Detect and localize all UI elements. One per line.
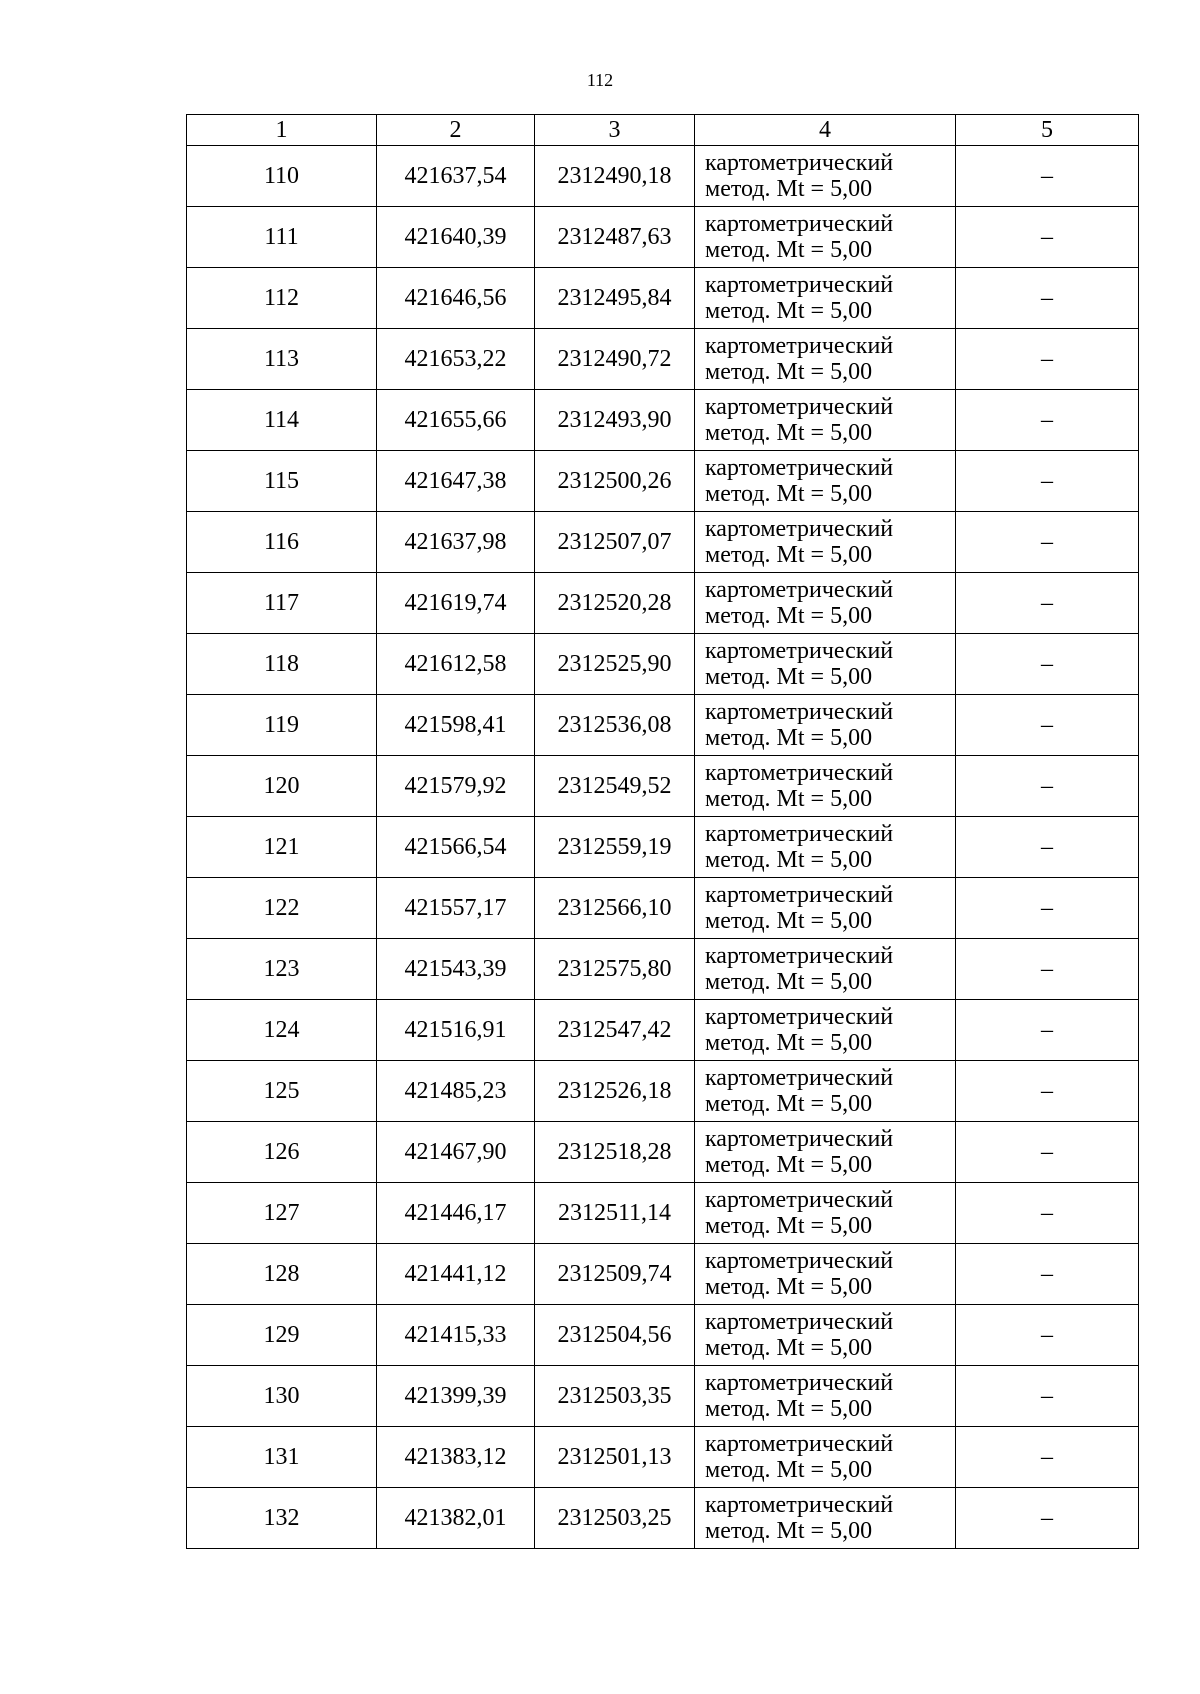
method-name: картометрический — [705, 1065, 894, 1091]
y-coordinate-cell: 2312503,35 — [535, 1366, 695, 1427]
point-number-cell: 112 — [187, 268, 377, 329]
table-row — [187, 451, 1139, 512]
y-coordinate-cell: 2312536,08 — [535, 695, 695, 756]
x-coordinate-cell: 421485,23 — [377, 1061, 535, 1122]
method-name: картометрический — [705, 1248, 894, 1274]
y-coordinate-cell: 2312509,74 — [535, 1244, 695, 1305]
note-cell: – — [956, 817, 1139, 878]
y-coordinate-cell: 2312487,63 — [535, 207, 695, 268]
x-coordinate-cell: 421467,90 — [377, 1122, 535, 1183]
method-accuracy: метод. Mt = 5,00 — [705, 603, 873, 629]
point-number-cell: 126 — [187, 1122, 377, 1183]
point-number-cell: 125 — [187, 1061, 377, 1122]
method-name: картометрический — [705, 272, 894, 298]
note-cell: – — [956, 756, 1139, 817]
method-cell — [695, 1000, 956, 1061]
method-cell — [695, 1305, 956, 1366]
table-row — [187, 573, 1139, 634]
note-cell: – — [956, 512, 1139, 573]
method-name: картометрический — [705, 943, 894, 969]
y-coordinate-cell: 2312495,84 — [535, 268, 695, 329]
method-cell — [695, 878, 956, 939]
y-coordinate-cell: 2312507,07 — [535, 512, 695, 573]
point-number-cell: 120 — [187, 756, 377, 817]
note-cell: – — [956, 939, 1139, 1000]
method-accuracy: метод. Mt = 5,00 — [705, 542, 873, 568]
point-number-cell: 124 — [187, 1000, 377, 1061]
y-coordinate-cell: 2312501,13 — [535, 1427, 695, 1488]
y-coordinate-cell: 2312490,72 — [535, 329, 695, 390]
table-row — [187, 1488, 1139, 1549]
method-accuracy: метод. Mt = 5,00 — [705, 908, 873, 934]
method-cell — [695, 1122, 956, 1183]
method-name: картометрический — [705, 1370, 894, 1396]
x-coordinate-cell: 421382,01 — [377, 1488, 535, 1549]
header-col-5: 5 — [956, 115, 1139, 146]
method-accuracy: метод. Mt = 5,00 — [705, 725, 873, 751]
method-name: картометрический — [705, 699, 894, 725]
note-cell: – — [956, 1244, 1139, 1305]
method-cell — [695, 756, 956, 817]
header-col-1: 1 — [187, 115, 377, 146]
y-coordinate-cell: 2312518,28 — [535, 1122, 695, 1183]
table-row — [187, 878, 1139, 939]
x-coordinate-cell: 421647,38 — [377, 451, 535, 512]
point-number-cell: 127 — [187, 1183, 377, 1244]
method-accuracy: метод. Mt = 5,00 — [705, 1152, 873, 1178]
table-row — [187, 1000, 1139, 1061]
x-coordinate-cell: 421441,12 — [377, 1244, 535, 1305]
x-coordinate-cell: 421543,39 — [377, 939, 535, 1000]
table-row — [187, 1183, 1139, 1244]
y-coordinate-cell: 2312493,90 — [535, 390, 695, 451]
method-name: картометрический — [705, 455, 894, 481]
method-name: картометрический — [705, 1187, 894, 1213]
x-coordinate-cell: 421399,39 — [377, 1366, 535, 1427]
x-coordinate-cell: 421646,56 — [377, 268, 535, 329]
table-row — [187, 695, 1139, 756]
point-number-cell: 130 — [187, 1366, 377, 1427]
method-accuracy: метод. Mt = 5,00 — [705, 176, 873, 202]
note-cell: – — [956, 1488, 1139, 1549]
point-number-cell: 111 — [187, 207, 377, 268]
method-name: картометрический — [705, 333, 894, 359]
table-row — [187, 268, 1139, 329]
y-coordinate-cell: 2312490,18 — [535, 146, 695, 207]
header-col-2: 2 — [377, 115, 535, 146]
table-row — [187, 1061, 1139, 1122]
method-name: картометрический — [705, 394, 894, 420]
y-coordinate-cell: 2312504,56 — [535, 1305, 695, 1366]
method-name: картометрический — [705, 1492, 894, 1518]
x-coordinate-cell: 421655,66 — [377, 390, 535, 451]
table-row — [187, 1427, 1139, 1488]
note-cell: – — [956, 1183, 1139, 1244]
x-coordinate-cell: 421579,92 — [377, 756, 535, 817]
note-cell: – — [956, 146, 1139, 207]
method-cell — [695, 268, 956, 329]
point-number-cell: 123 — [187, 939, 377, 1000]
y-coordinate-cell: 2312526,18 — [535, 1061, 695, 1122]
method-cell — [695, 329, 956, 390]
method-accuracy: метод. Mt = 5,00 — [705, 1518, 873, 1544]
table-row — [187, 817, 1139, 878]
note-cell: – — [956, 1061, 1139, 1122]
method-name: картометрический — [705, 1126, 894, 1152]
method-cell — [695, 695, 956, 756]
method-accuracy: метод. Mt = 5,00 — [705, 237, 873, 263]
method-accuracy: метод. Mt = 5,00 — [705, 359, 873, 385]
method-accuracy: метод. Mt = 5,00 — [705, 1457, 873, 1483]
method-cell — [695, 1488, 956, 1549]
note-cell: – — [956, 451, 1139, 512]
x-coordinate-cell: 421653,22 — [377, 329, 535, 390]
coordinates-table — [186, 114, 1139, 1549]
method-name: картометрический — [705, 1309, 894, 1335]
y-coordinate-cell: 2312520,28 — [535, 573, 695, 634]
method-cell — [695, 390, 956, 451]
x-coordinate-cell: 421557,17 — [377, 878, 535, 939]
method-accuracy: метод. Mt = 5,00 — [705, 298, 873, 324]
method-name: картометрический — [705, 760, 894, 786]
method-cell — [695, 939, 956, 1000]
method-cell — [695, 1427, 956, 1488]
point-number-cell: 132 — [187, 1488, 377, 1549]
y-coordinate-cell: 2312566,10 — [535, 878, 695, 939]
x-coordinate-cell: 421516,91 — [377, 1000, 535, 1061]
method-name: картометрический — [705, 882, 894, 908]
method-accuracy: метод. Mt = 5,00 — [705, 847, 873, 873]
point-number-cell: 113 — [187, 329, 377, 390]
method-accuracy: метод. Mt = 5,00 — [705, 1274, 873, 1300]
x-coordinate-cell: 421383,12 — [377, 1427, 535, 1488]
y-coordinate-cell: 2312559,19 — [535, 817, 695, 878]
table-row — [187, 756, 1139, 817]
point-number-cell: 129 — [187, 1305, 377, 1366]
table-row — [187, 1366, 1139, 1427]
method-cell — [695, 573, 956, 634]
method-name: картометрический — [705, 821, 894, 847]
method-name: картометрический — [705, 577, 894, 603]
table-row — [187, 1244, 1139, 1305]
note-cell: – — [956, 573, 1139, 634]
x-coordinate-cell: 421598,41 — [377, 695, 535, 756]
method-name: картометрический — [705, 211, 894, 237]
x-coordinate-cell: 421446,17 — [377, 1183, 535, 1244]
method-accuracy: метод. Mt = 5,00 — [705, 786, 873, 812]
x-coordinate-cell: 421415,33 — [377, 1305, 535, 1366]
y-coordinate-cell: 2312503,25 — [535, 1488, 695, 1549]
method-cell — [695, 1061, 956, 1122]
method-cell — [695, 451, 956, 512]
point-number-cell: 110 — [187, 146, 377, 207]
note-cell: – — [956, 1000, 1139, 1061]
x-coordinate-cell: 421637,98 — [377, 512, 535, 573]
method-accuracy: метод. Mt = 5,00 — [705, 1335, 873, 1361]
note-cell: – — [956, 207, 1139, 268]
note-cell: – — [956, 1305, 1139, 1366]
method-cell — [695, 146, 956, 207]
point-number-cell: 122 — [187, 878, 377, 939]
method-name: картометрический — [705, 638, 894, 664]
table-row — [187, 329, 1139, 390]
note-cell: – — [956, 390, 1139, 451]
y-coordinate-cell: 2312549,52 — [535, 756, 695, 817]
header-col-3: 3 — [535, 115, 695, 146]
method-name: картометрический — [705, 150, 894, 176]
note-cell: – — [956, 1427, 1139, 1488]
method-name: картометрический — [705, 516, 894, 542]
y-coordinate-cell: 2312547,42 — [535, 1000, 695, 1061]
note-cell: – — [956, 1366, 1139, 1427]
method-accuracy: метод. Mt = 5,00 — [705, 1213, 873, 1239]
point-number-cell: 118 — [187, 634, 377, 695]
table-row — [187, 390, 1139, 451]
x-coordinate-cell: 421640,39 — [377, 207, 535, 268]
table-row — [187, 146, 1139, 207]
header-col-4: 4 — [695, 115, 956, 146]
table-row — [187, 939, 1139, 1000]
point-number-cell: 114 — [187, 390, 377, 451]
method-cell — [695, 634, 956, 695]
method-name: картометрический — [705, 1004, 894, 1030]
table-header — [187, 115, 1139, 146]
method-cell — [695, 512, 956, 573]
table-row — [187, 1122, 1139, 1183]
point-number-cell: 115 — [187, 451, 377, 512]
note-cell: – — [956, 329, 1139, 390]
point-number-cell: 116 — [187, 512, 377, 573]
point-number-cell: 128 — [187, 1244, 377, 1305]
x-coordinate-cell: 421637,54 — [377, 146, 535, 207]
point-number-cell: 121 — [187, 817, 377, 878]
table-row — [187, 634, 1139, 695]
table-row — [187, 512, 1139, 573]
method-accuracy: метод. Mt = 5,00 — [705, 1091, 873, 1117]
x-coordinate-cell: 421619,74 — [377, 573, 535, 634]
method-cell — [695, 207, 956, 268]
table-body — [187, 146, 1139, 1549]
y-coordinate-cell: 2312500,26 — [535, 451, 695, 512]
header-row — [187, 115, 1139, 146]
method-cell — [695, 1244, 956, 1305]
table-row — [187, 207, 1139, 268]
point-number-cell: 131 — [187, 1427, 377, 1488]
method-accuracy: метод. Mt = 5,00 — [705, 664, 873, 690]
point-number-cell: 119 — [187, 695, 377, 756]
note-cell: – — [956, 268, 1139, 329]
method-cell — [695, 817, 956, 878]
x-coordinate-cell: 421612,58 — [377, 634, 535, 695]
y-coordinate-cell: 2312511,14 — [535, 1183, 695, 1244]
method-accuracy: метод. Mt = 5,00 — [705, 1030, 873, 1056]
method-cell — [695, 1366, 956, 1427]
note-cell: – — [956, 1122, 1139, 1183]
y-coordinate-cell: 2312525,90 — [535, 634, 695, 695]
table-row — [187, 1305, 1139, 1366]
method-accuracy: метод. Mt = 5,00 — [705, 420, 873, 446]
method-accuracy: метод. Mt = 5,00 — [705, 969, 873, 995]
method-accuracy: метод. Mt = 5,00 — [705, 1396, 873, 1422]
note-cell: – — [956, 695, 1139, 756]
method-accuracy: метод. Mt = 5,00 — [705, 481, 873, 507]
note-cell: – — [956, 878, 1139, 939]
y-coordinate-cell: 2312575,80 — [535, 939, 695, 1000]
method-cell — [695, 1183, 956, 1244]
point-number-cell: 117 — [187, 573, 377, 634]
page-number: 112 — [586, 70, 614, 90]
x-coordinate-cell: 421566,54 — [377, 817, 535, 878]
note-cell: – — [956, 634, 1139, 695]
method-name: картометрический — [705, 1431, 894, 1457]
